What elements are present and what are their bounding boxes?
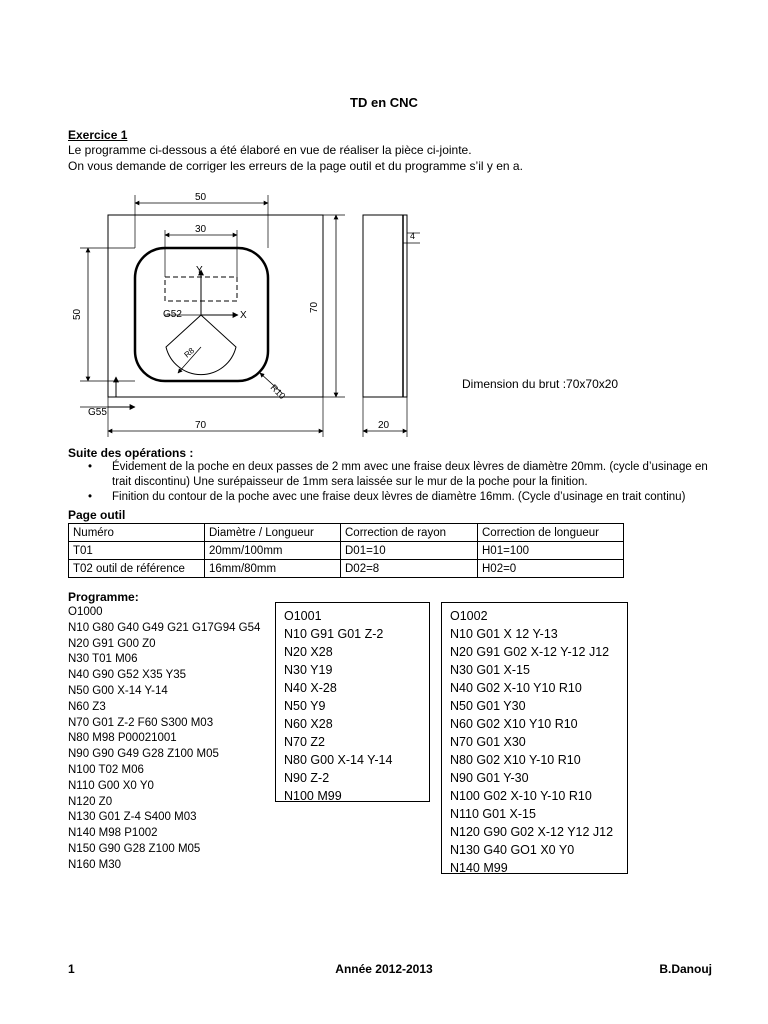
program-main bbox=[68, 605, 260, 874]
program-line: O1001 bbox=[284, 609, 322, 623]
bullet-icon: • bbox=[88, 461, 93, 473]
program-o1001-box bbox=[275, 602, 430, 802]
table-header: Correction de rayon bbox=[341, 524, 478, 542]
operation-text: Finition du contour de la poche avec une fraise deux lèvres de diamètre 16mm. (Cycle d’usinage en trait continu) bbox=[112, 491, 686, 503]
program-line: N10 G01 X 12 Y-13 bbox=[450, 627, 558, 641]
program-line: N70 G01 Z-2 F60 S300 M03 bbox=[68, 716, 214, 729]
operations-list bbox=[80, 460, 720, 505]
table-cell: H02=0 bbox=[478, 560, 624, 578]
brut-dimension: Dimension du brut :70x70x20 bbox=[462, 377, 619, 391]
program-line: N100 M99 bbox=[284, 789, 342, 803]
program-line: N150 G90 G28 Z100 M05 bbox=[68, 842, 201, 855]
program-line: N50 Y9 bbox=[284, 699, 326, 713]
program-line: N90 Z-2 bbox=[284, 771, 330, 785]
operation-item bbox=[80, 460, 720, 490]
program-line: N50 G01 Y30 bbox=[450, 699, 526, 713]
table-cell: H01=100 bbox=[478, 542, 624, 560]
intro-line-2: On vous demande de corriger les erreurs de la page outil et du programme s’il y en a. bbox=[68, 159, 523, 173]
program-line: N100 T02 M06 bbox=[68, 763, 144, 776]
dim-4: 4 bbox=[410, 231, 416, 241]
program-line: N80 M98 P00021001 bbox=[68, 732, 177, 745]
program-line: N70 G01 X30 bbox=[450, 735, 526, 749]
intro-line-1: Le programme ci-dessous a été élaboré en vue de réaliser la pièce ci-jointe. bbox=[68, 143, 472, 157]
program-heading: Programme: bbox=[68, 590, 139, 604]
program-line: N40 X-28 bbox=[284, 681, 337, 695]
program-line: N30 Y19 bbox=[284, 663, 333, 677]
program-line: N120 G90 G02 X-12 Y12 J12 bbox=[450, 825, 614, 839]
program-line: N120 Z0 bbox=[68, 795, 113, 808]
program-line: N10 G80 G40 G49 G21 G17G94 G54 bbox=[68, 621, 261, 634]
program-line: N60 G02 X10 Y10 R10 bbox=[450, 717, 578, 731]
program-line: N130 G01 Z-4 S400 M03 bbox=[68, 811, 197, 824]
dim-50-left: 50 bbox=[72, 308, 83, 320]
program-line: N70 Z2 bbox=[284, 735, 325, 749]
program-line: N60 Z3 bbox=[68, 700, 106, 713]
program-line: N90 G90 G49 G28 Z100 M05 bbox=[68, 748, 219, 761]
table-cell: T01 bbox=[69, 542, 205, 560]
table-cell: 20mm/100mm bbox=[205, 542, 341, 560]
axis-x-label: X bbox=[240, 310, 247, 321]
table-header: Diamètre / Longueur bbox=[205, 524, 341, 542]
side-view bbox=[363, 215, 407, 397]
program-line: N30 G01 X-15 bbox=[450, 663, 530, 677]
tool-table bbox=[68, 523, 624, 578]
program-line: N160 M30 bbox=[68, 858, 122, 871]
table-row bbox=[69, 560, 624, 578]
footer-author: B.Danouj bbox=[659, 962, 712, 976]
table-header: Correction de longueur bbox=[478, 524, 624, 542]
program-line: N110 G00 X0 Y0 bbox=[68, 779, 154, 792]
program-line: N10 G91 G01 Z-2 bbox=[284, 627, 384, 641]
program-line: N40 G90 G52 X35 Y35 bbox=[68, 669, 187, 682]
footer-page-number: 1 bbox=[68, 962, 75, 976]
table-cell: T02 outil de référence bbox=[69, 560, 205, 578]
table-cell: D02=8 bbox=[341, 560, 478, 578]
dim-50-top: 50 bbox=[195, 192, 207, 203]
program-line: N110 G01 X-15 bbox=[450, 807, 536, 821]
program-o1002-box bbox=[441, 602, 628, 874]
exercise-heading: Exercice 1 bbox=[68, 128, 128, 142]
g52-label: G52 bbox=[163, 309, 182, 320]
program-line: N140 M99 bbox=[450, 861, 508, 875]
program-line: N20 G91 G02 X-12 Y-12 J12 bbox=[450, 645, 610, 659]
program-line: N140 M98 P1002 bbox=[68, 827, 158, 840]
table-header-row bbox=[69, 524, 624, 542]
bullet-icon: • bbox=[88, 491, 93, 503]
r-inner-label: R8 bbox=[182, 346, 197, 360]
footer-year: Année 2012-2013 bbox=[335, 962, 433, 976]
program-line: O1000 bbox=[68, 606, 103, 618]
r10-label: R10 bbox=[268, 382, 288, 402]
axis-y-label: Y bbox=[196, 265, 203, 276]
table-cell: D01=10 bbox=[341, 542, 478, 560]
program-line: N20 G91 G00 Z0 bbox=[68, 637, 156, 650]
dim-20: 20 bbox=[378, 420, 390, 431]
dim-70-bottom: 70 bbox=[195, 420, 207, 431]
table-cell: 16mm/80mm bbox=[205, 560, 341, 578]
program-line: N60 X28 bbox=[284, 717, 333, 731]
program-line: N50 G00 X-14 Y-14 bbox=[68, 684, 168, 697]
operation-item bbox=[80, 490, 720, 505]
page-title: TD en CNC bbox=[350, 95, 418, 110]
program-line: N100 G02 X-10 Y-10 R10 bbox=[450, 789, 592, 803]
program-line: N20 X28 bbox=[284, 645, 333, 659]
table-row bbox=[69, 542, 624, 560]
dim-70-right: 70 bbox=[309, 301, 320, 313]
dim-30: 30 bbox=[195, 224, 207, 235]
program-line: N90 G01 Y-30 bbox=[450, 771, 529, 785]
g55-label: G55 bbox=[88, 407, 107, 418]
program-line: N40 G02 X-10 Y10 R10 bbox=[450, 681, 582, 695]
program-line: N80 G02 X10 Y-10 R10 bbox=[450, 753, 581, 767]
operations-heading: Suite des opérations : bbox=[68, 446, 194, 460]
technical-drawing bbox=[70, 185, 590, 440]
program-line: N80 G00 X-14 Y-14 bbox=[284, 753, 393, 767]
program-line: N30 T01 M06 bbox=[68, 653, 138, 666]
program-line: N130 G40 GO1 X0 Y0 bbox=[450, 843, 575, 857]
table-header: Numéro bbox=[69, 524, 205, 542]
program-line: O1002 bbox=[450, 609, 488, 623]
operation-text: Évidement de la poche en deux passes de 2 mm avec une fraise deux lèvres de diamètre 20mm. (cycle d’usinage en trait discontinu) Une surépaisseur de 1mm sera laissée sur le mur de la poche pour la finition. bbox=[112, 461, 708, 488]
tool-page-heading: Page outil bbox=[68, 508, 126, 522]
start-teardrop bbox=[166, 315, 236, 375]
